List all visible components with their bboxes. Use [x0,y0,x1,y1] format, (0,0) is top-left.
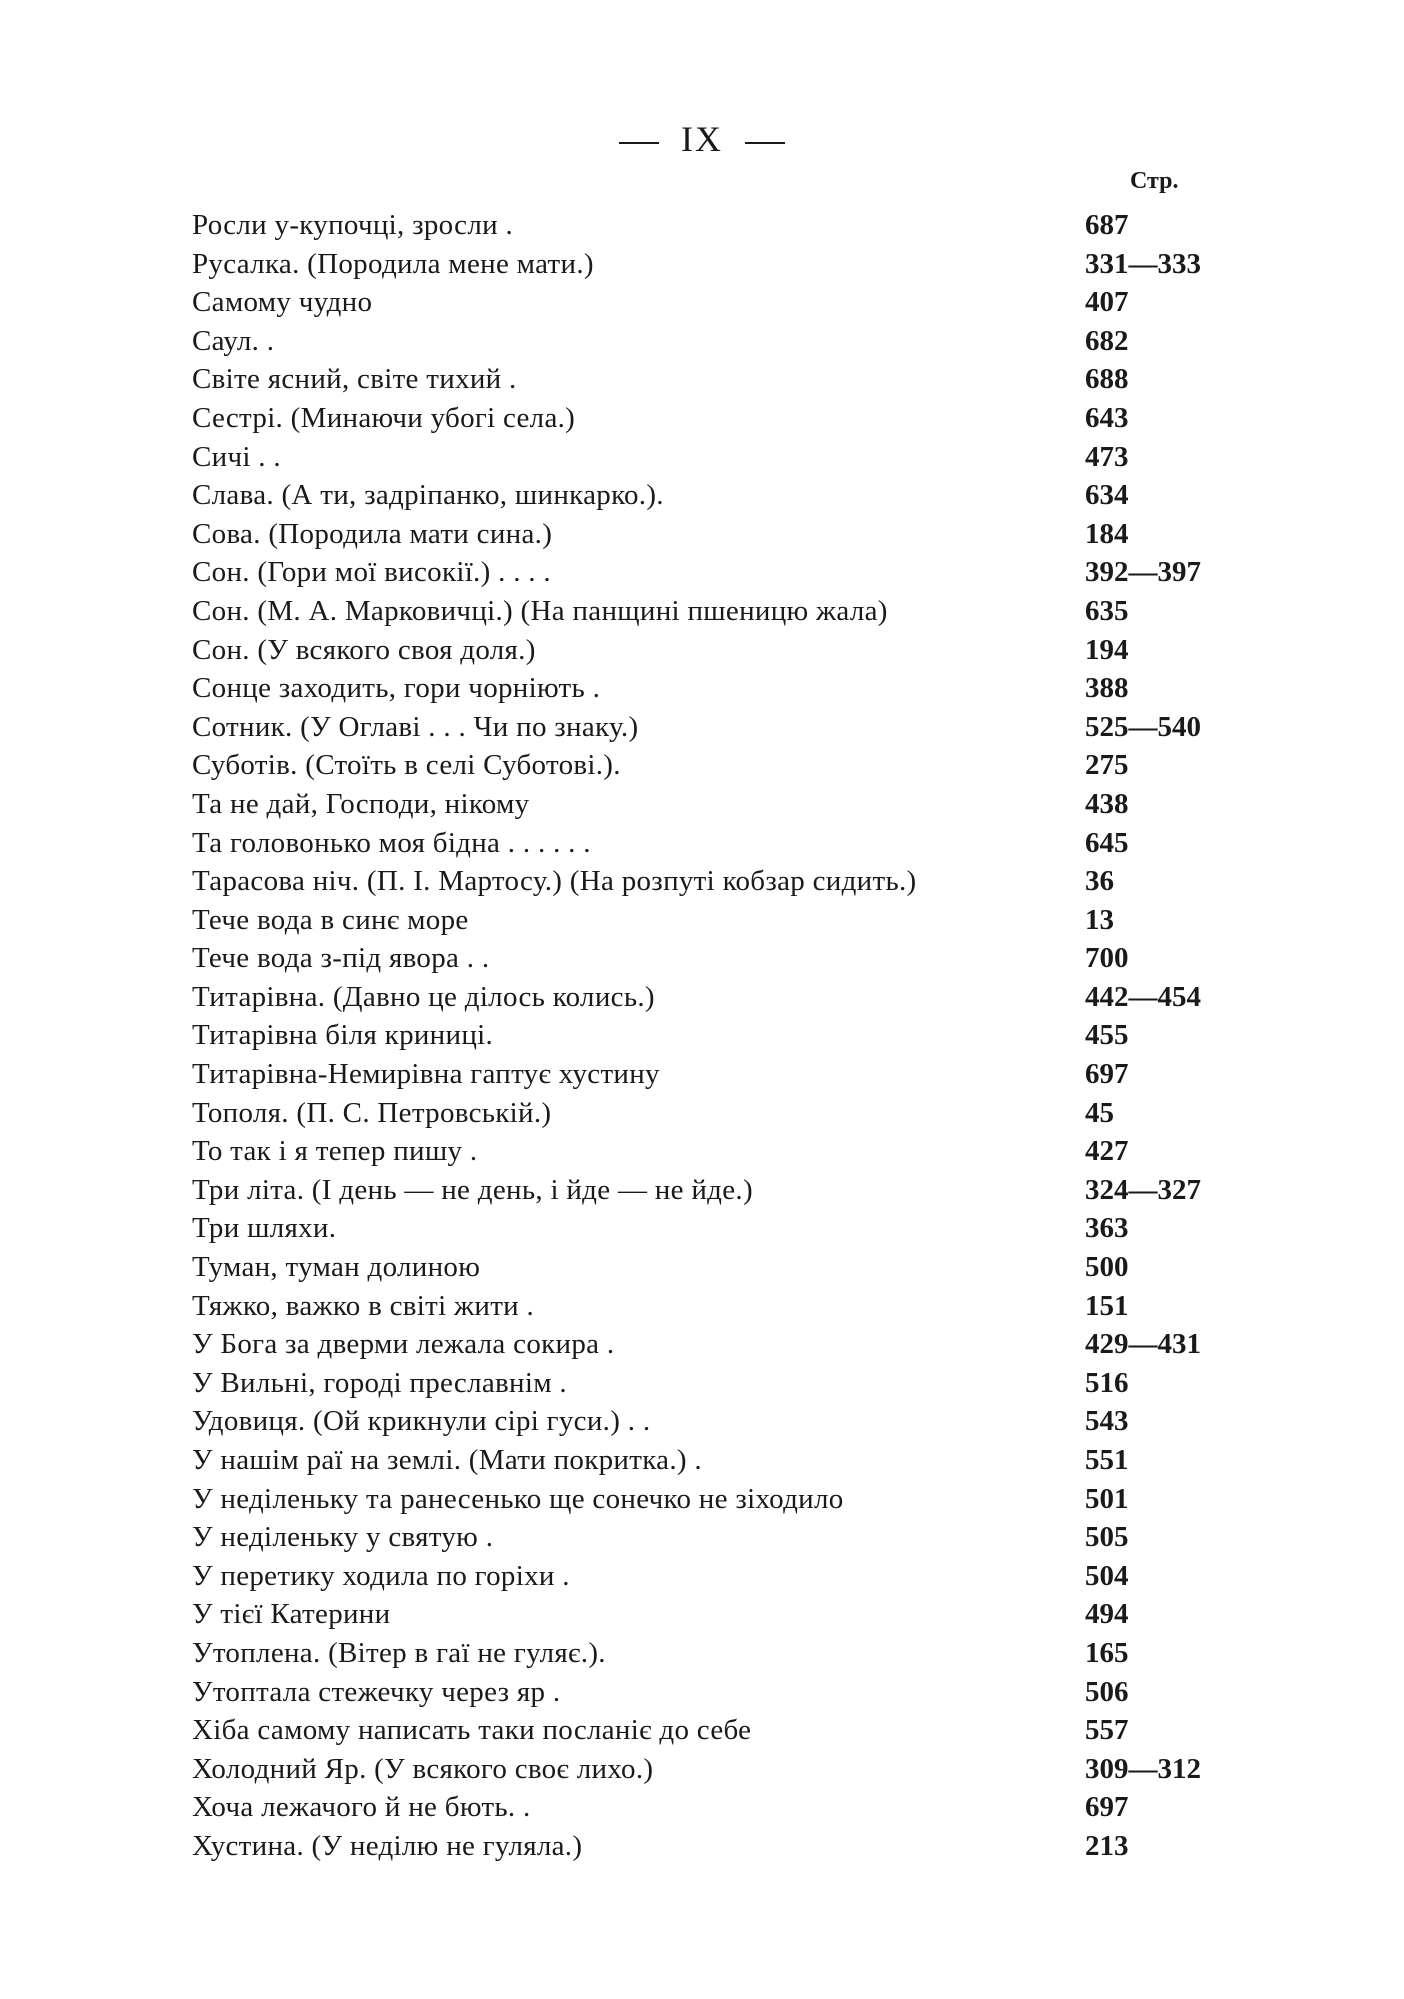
toc-entry-title: Сон. (Гори мої високії.) . . . . [192,556,551,589]
toc-entry-title: Сестрі. (Минаючи убогі села.) [192,401,576,434]
toc-entry-page: 438 [1085,787,1129,820]
toc-entry-page: 275 [1085,749,1129,782]
toc-entry [192,438,1232,477]
toc-entry-title: Та не дай, Господи, нікому [192,787,530,820]
table-of-contents [192,206,1232,1866]
toc-entry-title: У неділеньку та ранесенько ще сонечко не зіходило [192,1482,844,1515]
toc-entry [192,1673,1232,1712]
toc-entry [192,553,1232,592]
toc-entry [192,631,1232,670]
toc-entry-page: 392—397 [1085,556,1201,589]
toc-entry [192,1480,1232,1519]
toc-entry-page: 643 [1085,401,1129,434]
toc-entry [192,746,1232,785]
toc-entry-title: Удовиця. (Ой крикнули сірі гуси.) . . [192,1405,651,1438]
toc-entry [192,399,1232,438]
toc-entry-page: 700 [1085,942,1129,975]
toc-entry-title: Та головонько моя бідна . . . . . . [192,826,591,859]
toc-entry-title: Сова. (Породила мати сина.) [192,517,553,550]
toc-entry-page: 45 [1085,1096,1114,1129]
toc-entry-title: Світе ясний, світе тихий . [192,363,517,396]
toc-entry [192,206,1232,245]
toc-entry [192,939,1232,978]
toc-entry-title: Суботів. (Стоїть в селі Суботові.). [192,749,621,782]
toc-entry-page: 500 [1085,1251,1129,1284]
toc-entry-page: 184 [1085,517,1129,550]
page-number-dash-right [745,142,785,144]
toc-entry [192,824,1232,863]
page-column-header: Стр. [1130,168,1179,194]
toc-entry-title: Три шляхи. [192,1212,337,1245]
toc-entry [192,785,1232,824]
toc-entry-title: Саул. . [192,324,275,357]
toc-entry-title: Титарівна-Немирівна гаптує хустину [192,1058,660,1091]
toc-entry-title: У Бога за дверми лежала сокира . [192,1328,615,1361]
toc-entry [192,360,1232,399]
toc-entry [192,592,1232,631]
toc-entry [192,1441,1232,1480]
toc-entry [192,1750,1232,1789]
toc-entry-page: 504 [1085,1559,1129,1592]
toc-entry [192,1055,1232,1094]
toc-entry-page: 506 [1085,1675,1129,1708]
toc-entry-title: У Вильні, городі преславнім . [192,1366,567,1399]
toc-entry-page: 427 [1085,1135,1129,1168]
toc-entry [192,978,1232,1017]
toc-entry-title: Русалка. (Породила мене мати.) [192,247,594,280]
toc-entry-title: Утоптала стежечку через яр . [192,1675,561,1708]
toc-entry-page: 165 [1085,1636,1129,1669]
toc-entry-page: 429—431 [1085,1328,1201,1361]
toc-entry-title: Сотник. (У Оглаві . . . Чи по знаку.) [192,710,639,743]
toc-entry-page: 13 [1085,903,1114,936]
toc-entry [192,669,1232,708]
toc-entry-page: 551 [1085,1444,1129,1476]
toc-entry [192,1402,1232,1441]
toc-entry-page: 36 [1085,865,1114,898]
toc-entry-title: У тієї Катерини [192,1598,391,1631]
toc-entry-title: Росли у-купочці, зросли . [192,209,514,241]
toc-entry-page: 494 [1085,1598,1129,1631]
toc-entry-title: Утоплена. (Вітер в гаї не гуляє.). [192,1636,606,1669]
toc-entry-page: 697 [1085,1058,1129,1091]
toc-entry-page: 682 [1085,324,1129,357]
toc-entry-title: Сонце заходить, гори чорніють . [192,672,601,705]
toc-entry [192,1788,1232,1827]
toc-entry-page: 516 [1085,1366,1129,1399]
toc-entry-page: 557 [1085,1714,1129,1747]
toc-entry-title: Три літа. (І день — не день, і йде — не йде.) [192,1173,753,1206]
toc-entry [192,476,1232,515]
toc-entry [192,1595,1232,1634]
toc-entry-page: 505 [1085,1521,1129,1554]
toc-entry-title: У неділеньку у святую . [192,1521,494,1554]
toc-entry-title: Титарівна. (Давно це ділось колись.) [192,980,655,1013]
toc-entry-title: Хіба самому написать таки посланіє до себе [192,1714,752,1747]
toc-entry [192,1827,1232,1866]
toc-entry-title: Тече вода з-під явора . . [192,942,490,975]
toc-entry-title: Титарівна біля криниці. [192,1019,494,1052]
toc-entry-page: 697 [1085,1791,1129,1824]
toc-entry [192,1171,1232,1210]
toc-entry [192,245,1232,284]
toc-entry-page: 455 [1085,1019,1129,1052]
toc-entry-page: 363 [1085,1212,1129,1245]
page-number-dash-left [619,142,659,144]
toc-entry [192,708,1232,747]
toc-entry [192,1016,1232,1055]
toc-entry-title: Слава. (А ти, задріпанко, шинкарко.). [192,479,664,512]
toc-entry-title: Сон. (У всякого своя доля.) [192,633,536,666]
toc-entry-page: 324—327 [1085,1173,1201,1206]
toc-entry [192,1094,1232,1133]
page-number-text: IX [681,119,723,159]
toc-entry-page: 442—454 [1085,980,1201,1013]
toc-entry-page: 501 [1085,1482,1129,1515]
toc-entry-title: То так і я тепер пишу . [192,1135,478,1168]
toc-entry-page: 688 [1085,363,1129,396]
toc-entry-page: 388 [1085,672,1129,705]
toc-entry [192,1518,1232,1557]
toc-entry-page: 473 [1085,440,1129,473]
toc-entry-page: 635 [1085,594,1129,627]
toc-entry-page: 194 [1085,633,1129,666]
toc-entry-title: Сичі . . [192,440,281,473]
toc-entry-title: Хоча лежачого й не бють. . [192,1791,531,1824]
toc-entry-page: 309—312 [1085,1752,1201,1785]
toc-entry [192,1287,1232,1326]
toc-entry-title: Тарасова ніч. (П. І. Мартосу.) (На розпуті кобзар сидить.) [192,865,917,898]
toc-entry-page: 331—333 [1085,247,1201,280]
toc-entry-page: 634 [1085,479,1129,512]
page-number [0,118,1404,160]
toc-entry [192,1325,1232,1364]
toc-entry-page: 407 [1085,286,1129,319]
toc-entry-title: Туман, туман долиною [192,1251,481,1284]
toc-entry-title: Самому чудно [192,286,373,319]
toc-entry [192,322,1232,361]
toc-entry-title: Сон. (М. А. Марковичці.) (На панщині пшеницю жала) [192,594,888,627]
toc-entry-page: 151 [1085,1289,1129,1322]
toc-entry-title: У перетику ходила по горіхи . [192,1559,570,1592]
toc-entry [192,1557,1232,1596]
toc-entry [192,1364,1232,1403]
toc-entry [192,515,1232,554]
toc-entry [192,283,1232,322]
toc-entry-page: 213 [1085,1829,1129,1862]
toc-entry-title: У нашім раї на землі. (Мати покритка.) . [192,1444,702,1476]
toc-entry [192,1132,1232,1171]
toc-entry [192,1634,1232,1673]
toc-entry-page: 543 [1085,1405,1129,1438]
toc-entry [192,901,1232,940]
toc-entry-title: Хустина. (У неділю не гуляла.) [192,1829,583,1862]
toc-entry [192,1248,1232,1287]
toc-entry [192,1209,1232,1248]
toc-entry [192,1711,1232,1750]
toc-entry-title: Тополя. (П. С. Петровській.) [192,1096,552,1129]
toc-entry-title: Тяжко, важко в світі жити . [192,1289,535,1322]
toc-entry-page: 525—540 [1085,710,1201,743]
toc-entry-page: 645 [1085,826,1129,859]
toc-entry-title: Холодний Яр. (У всякого своє лихо.) [192,1752,654,1785]
toc-entry [192,862,1232,901]
toc-entry-page: 687 [1085,209,1129,241]
toc-entry-title: Тече вода в синє море [192,903,469,936]
